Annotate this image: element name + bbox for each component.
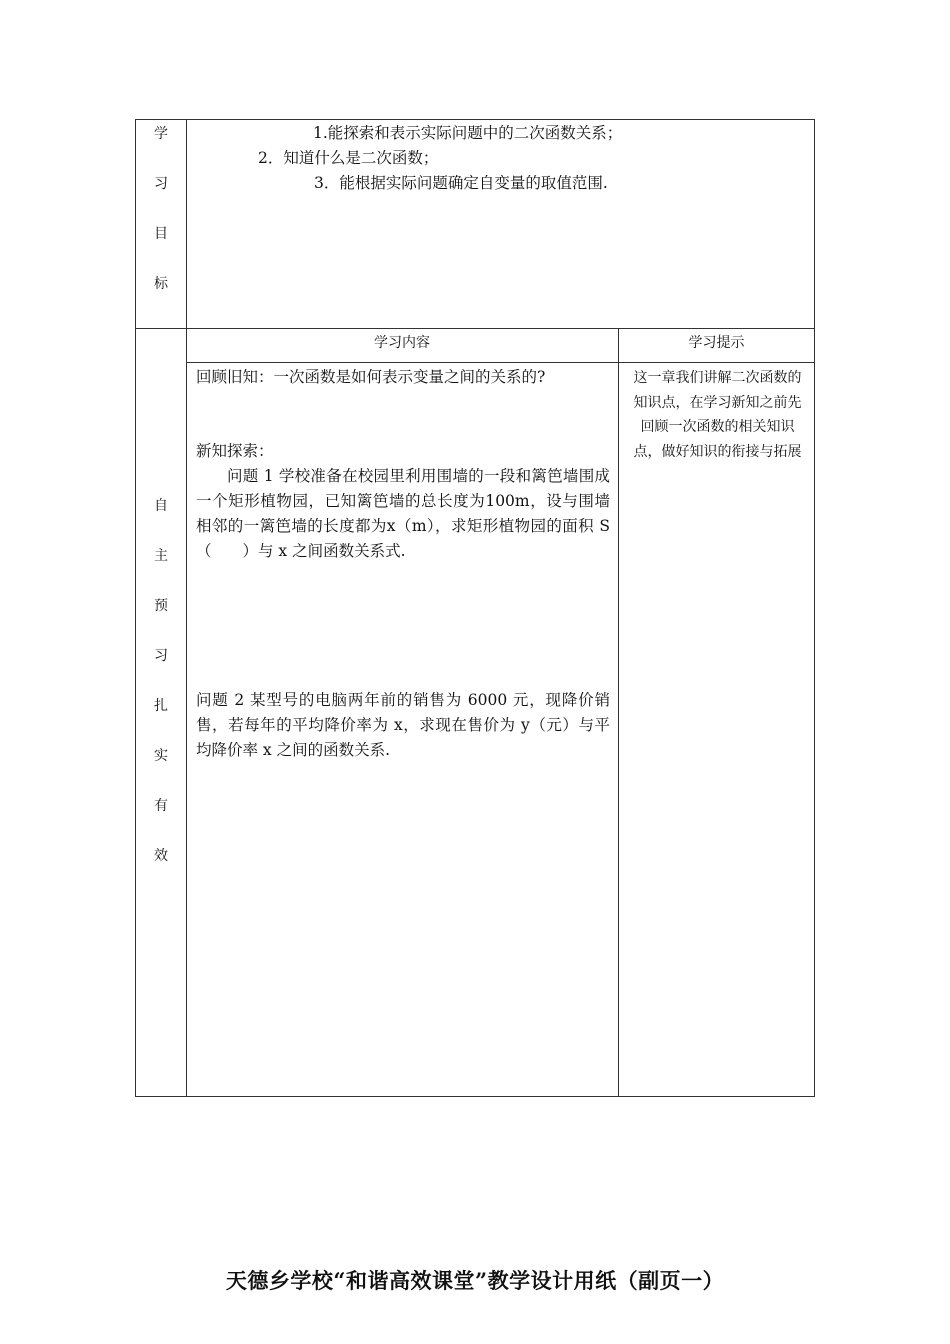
self-study-label-char: 效 [154,848,168,864]
hint-column-divider [618,328,619,1097]
problem-1: 问题 1 学校准备在校园里利用围墙的一段和篱笆墙围成一个矩形植物园，已知篱笆墙的总长度为100m，设与围墙相邻的一篱笆墙的长度都为x（m），求矩形植物园的面积 S（ ）与 x 之间函数关系式. [196,467,610,560]
self-study-label-char: 预 [154,598,168,614]
hint-column-header: 学习提示 [688,335,745,351]
problem-2-block [196,688,610,763]
review-question [196,365,610,390]
footer-title: 天德乡学校“和谐高效课堂”教学设计用纸（副页一） [225,1268,725,1293]
self-study-label-char: 扎 [154,698,168,714]
self-study-label-char: 有 [154,798,168,814]
explore-title: 新知探索： [196,442,274,460]
label-column-divider [186,119,187,1097]
goal-item-2: 2．知道什么是二次函数； [258,149,439,167]
problem-2: 问题 2 某型号的电脑两年前的销售为 6000 元，现降价销售，若每年的平均降价率为 x，求现在售价为 y（元）与平均降价率 x 之间的函数关系. [196,691,610,759]
section-divider [135,328,815,329]
goal-item-3: 3．能根据实际问题确定自变量的取值范围. [314,174,608,192]
goals-label-char: 目 [154,226,168,242]
self-study-label-char: 自 [154,498,168,514]
study-hint: 这一章我们讲解二次函数的知识点，在学习新知之前先回顾一次函数的相关知识点，做好知识的衔接与拓展 [633,370,802,460]
self-study-label-char: 主 [154,548,168,564]
explore-section [196,439,610,564]
goals-label-char: 学 [154,126,168,142]
self-study-label [136,498,186,898]
content-column-header: 学习内容 [374,335,430,351]
goal-item-1: 1.能探索和表示实际问题中的二次函数关系； [313,124,623,142]
goals-label [136,126,186,326]
goals-label-char: 标 [154,276,168,292]
self-study-label-char: 习 [154,648,168,664]
header-row-divider [186,362,815,363]
review-text: 回顾旧知：一次函数是如何表示变量之间的关系的? [196,368,546,386]
self-study-label-char: 实 [154,748,168,764]
goals-label-char: 习 [154,176,168,192]
lesson-plan-table [135,119,815,1097]
